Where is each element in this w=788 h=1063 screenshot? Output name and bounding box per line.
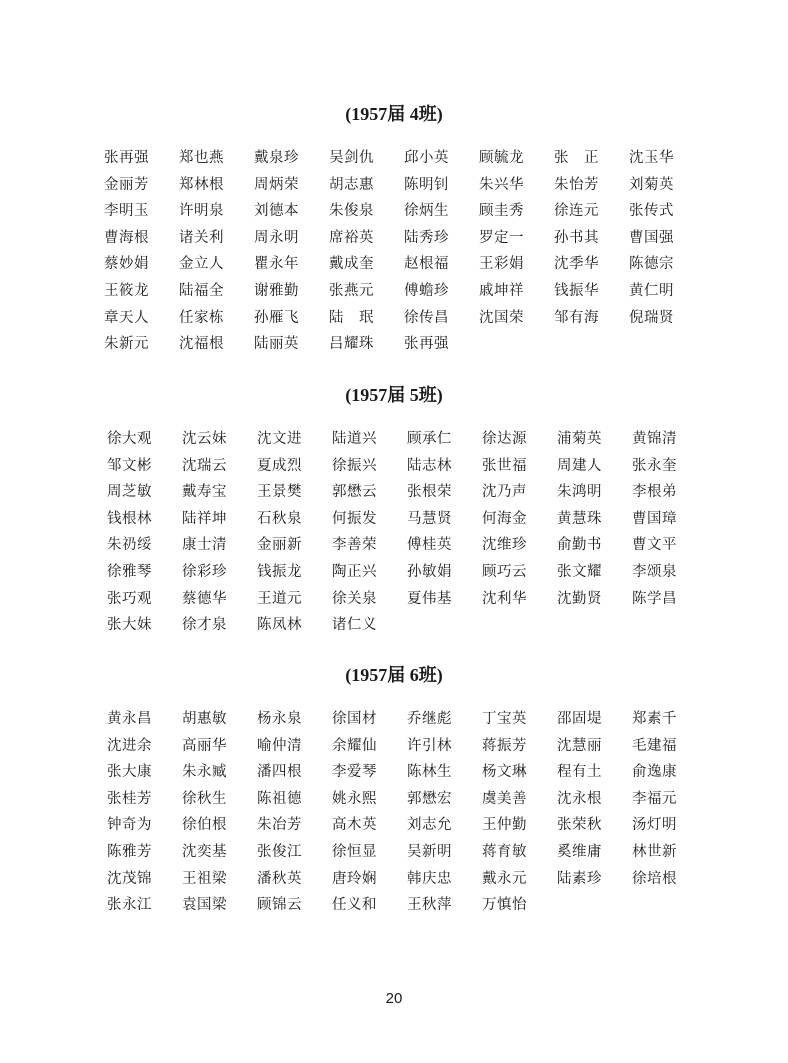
student-name: 林世新 [632, 843, 677, 860]
student-name: 曹国璋 [632, 510, 677, 527]
student-name: 孙敏娟 [407, 563, 452, 580]
student-name: 徐国材 [332, 711, 377, 727]
student-name: 金丽芳 [104, 176, 149, 193]
student-name: 蔡德华 [182, 590, 227, 607]
student-name: 陈雅芳 [107, 843, 152, 860]
student-name: 朱永臧 [182, 764, 227, 781]
student-name: 毛建福 [632, 737, 677, 754]
student-name: 钱振华 [554, 282, 599, 299]
student-name: 潘四根 [257, 764, 302, 781]
name-row [104, 198, 704, 225]
student-name: 沈勤贤 [557, 590, 602, 607]
student-name: 陈林生 [407, 764, 452, 781]
student-name: 虞美善 [482, 790, 527, 807]
student-name: 郭懋云 [332, 484, 377, 501]
student-name: 陈祖德 [257, 790, 302, 807]
student-name: 黄慧珠 [557, 510, 602, 527]
name-row [104, 145, 704, 172]
student-name: 刘菊英 [629, 176, 674, 193]
student-name: 章天人 [104, 309, 149, 326]
student-name: 刘志允 [407, 817, 452, 834]
student-name: 袁国梁 [182, 897, 227, 914]
student-name: 韩庆忠 [407, 870, 452, 887]
student-name: 瞿永年 [254, 256, 299, 273]
student-name: 徐伯根 [182, 817, 227, 834]
student-name: 郑林根 [179, 176, 224, 193]
name-row [107, 612, 707, 639]
student-name: 张俊江 [257, 843, 302, 860]
student-name: 张世福 [482, 457, 527, 474]
student-name: 谢雅勤 [254, 282, 299, 299]
name-row [107, 506, 707, 533]
student-name: 王彩娟 [479, 256, 524, 273]
name-row [104, 172, 704, 199]
student-name: 许引林 [407, 737, 452, 754]
student-name: 孙雁飞 [254, 309, 299, 326]
student-name: 陈明钊 [404, 176, 449, 193]
student-name: 徐恒显 [332, 843, 377, 860]
student-name: 徐关泉 [332, 590, 377, 607]
student-name: 浦菊英 [557, 431, 602, 447]
student-name: 张 正 [554, 150, 599, 166]
student-name: 李爱琴 [332, 764, 377, 781]
name-row [104, 305, 704, 332]
student-name: 沈慧丽 [557, 737, 602, 754]
student-name: 张桂芳 [107, 790, 152, 807]
student-name: 钱振龙 [257, 563, 302, 580]
student-name: 陆丽英 [254, 336, 299, 353]
student-name: 任家栋 [179, 309, 224, 326]
student-name: 戴寿宝 [182, 484, 227, 501]
student-name: 沈玉华 [629, 150, 674, 166]
student-name: 沈福根 [179, 336, 224, 353]
student-name: 沈季华 [554, 256, 599, 273]
student-name: 徐达源 [482, 431, 527, 447]
student-name: 张巧观 [107, 590, 152, 607]
student-name: 徐振兴 [332, 457, 377, 474]
student-name: 周永明 [254, 229, 299, 246]
name-row [107, 892, 707, 919]
student-name: 万慎怡 [482, 897, 527, 914]
student-name: 沈瑞云 [182, 457, 227, 474]
student-name: 沈利华 [482, 590, 527, 607]
student-name: 张燕元 [329, 282, 374, 299]
student-name: 李福元 [632, 790, 677, 807]
student-name: 余耀仙 [332, 737, 377, 754]
section-heading: (1957届 4班) [345, 104, 443, 124]
student-name: 朱兴华 [479, 176, 524, 193]
student-name: 黄仁明 [629, 282, 674, 299]
student-name: 沈国荣 [479, 309, 524, 326]
student-name: 奚维庸 [557, 843, 602, 860]
student-name: 钟奇为 [107, 817, 152, 834]
student-name: 徐彩珍 [182, 563, 227, 580]
student-name: 潘秋英 [257, 870, 302, 887]
student-name: 倪瑞贤 [629, 309, 674, 326]
name-row [107, 586, 707, 613]
student-name: 金丽新 [257, 537, 302, 554]
student-name: 金立人 [179, 256, 224, 273]
student-name: 康士清 [182, 537, 227, 554]
student-name: 陈凤林 [257, 617, 302, 634]
student-name: 李善荣 [332, 537, 377, 554]
student-name: 沈文进 [257, 431, 302, 447]
student-name: 顾锦云 [257, 897, 302, 914]
student-name: 黄锦清 [632, 431, 677, 447]
student-name: 徐传昌 [404, 309, 449, 326]
student-name: 杨永泉 [257, 711, 302, 727]
section-heading: (1957届 6班) [345, 665, 443, 685]
student-name: 周芝敏 [107, 484, 152, 501]
student-name: 王仲勤 [482, 817, 527, 834]
student-name: 周建人 [557, 457, 602, 474]
student-name: 郑素千 [632, 711, 677, 727]
student-name: 傅蟾珍 [404, 282, 449, 299]
name-row [104, 251, 704, 278]
student-name: 李明玉 [104, 203, 149, 220]
student-name: 徐大观 [107, 431, 152, 447]
student-name: 王祖梁 [182, 870, 227, 887]
student-name: 杨文琳 [482, 764, 527, 781]
student-name: 朱俊泉 [329, 203, 374, 220]
student-name: 陆道兴 [332, 431, 377, 447]
student-name: 吕耀珠 [329, 336, 374, 353]
student-name: 丁宝英 [482, 711, 527, 727]
student-name: 戴成奎 [329, 256, 374, 273]
student-name: 吴新明 [407, 843, 452, 860]
name-row [107, 866, 707, 893]
student-name: 张传式 [629, 203, 674, 220]
student-name: 张永江 [107, 897, 152, 914]
student-name: 陈德宗 [629, 256, 674, 273]
student-name: 陆祥坤 [182, 510, 227, 527]
student-name: 陆素珍 [557, 870, 602, 887]
student-name: 顾毓龙 [479, 150, 524, 166]
student-name: 曹海根 [104, 229, 149, 246]
name-row [107, 839, 707, 866]
student-name: 俞勤书 [557, 537, 602, 554]
student-name: 周炳荣 [254, 176, 299, 193]
student-name: 顾圭秀 [479, 203, 524, 220]
student-name: 顾承仁 [407, 431, 452, 447]
student-name: 许明泉 [179, 203, 224, 220]
student-name: 钱根林 [107, 510, 152, 527]
student-name: 张荣秋 [557, 817, 602, 834]
student-name: 邵固堤 [557, 711, 602, 727]
student-name: 喻仲清 [257, 737, 302, 754]
student-name: 朱鸿明 [557, 484, 602, 501]
student-name: 罗定一 [479, 229, 524, 246]
student-name: 张文耀 [557, 563, 602, 580]
student-name: 何振发 [332, 510, 377, 527]
name-row [107, 426, 707, 453]
name-row [104, 278, 704, 305]
student-name: 沈云妹 [182, 431, 227, 447]
student-name: 任义和 [332, 897, 377, 914]
student-name: 徐连元 [554, 203, 599, 220]
name-row [107, 479, 707, 506]
student-name: 顾巧云 [482, 563, 527, 580]
student-name: 夏成烈 [257, 457, 302, 474]
student-name: 王景樊 [257, 484, 302, 501]
student-name: 胡惠敏 [182, 711, 227, 727]
student-name: 邹文彬 [107, 457, 152, 474]
student-name: 李根弟 [632, 484, 677, 501]
name-row [104, 225, 704, 252]
name-row [107, 453, 707, 480]
student-name: 蔡妙娟 [104, 256, 149, 273]
name-list [104, 145, 704, 358]
student-name: 诸仁义 [332, 617, 377, 634]
student-name: 李颂泉 [632, 563, 677, 580]
name-row [104, 331, 704, 358]
student-name: 邱小英 [404, 150, 449, 166]
section-heading: (1957届 5班) [345, 385, 443, 405]
student-name: 曹国强 [629, 229, 674, 246]
student-name: 程有土 [557, 764, 602, 781]
name-row [107, 733, 707, 760]
student-name: 唐玲娴 [332, 870, 377, 887]
student-name: 曹文平 [632, 537, 677, 554]
student-name: 沈乃声 [482, 484, 527, 501]
student-name: 朱冶芳 [257, 817, 302, 834]
student-name: 朱新元 [104, 336, 149, 353]
student-name: 邹有海 [554, 309, 599, 326]
name-row [107, 559, 707, 586]
student-name: 张大康 [107, 764, 152, 781]
name-list [107, 426, 707, 639]
student-name: 沈奕基 [182, 843, 227, 860]
student-name: 俞逸康 [632, 764, 677, 781]
student-name: 陈学昌 [632, 590, 677, 607]
student-name: 陆 珉 [329, 309, 374, 326]
student-name: 姚永熙 [332, 790, 377, 807]
student-name: 石秋泉 [257, 510, 302, 527]
student-name: 陆福全 [179, 282, 224, 299]
student-name: 赵根福 [404, 256, 449, 273]
student-name: 蒋振芳 [482, 737, 527, 754]
student-name: 沈永根 [557, 790, 602, 807]
student-name: 夏伟基 [407, 590, 452, 607]
student-name: 徐炳生 [404, 203, 449, 220]
student-name: 沈茂锦 [107, 870, 152, 887]
student-name: 陆志林 [407, 457, 452, 474]
student-name: 黄永昌 [107, 711, 152, 727]
student-name: 朱礽绥 [107, 537, 152, 554]
name-list [107, 706, 707, 919]
name-row [107, 759, 707, 786]
name-row [107, 786, 707, 813]
student-name: 张根荣 [407, 484, 452, 501]
student-name: 高丽华 [182, 737, 227, 754]
student-name: 何海金 [482, 510, 527, 527]
student-name: 王道元 [257, 590, 302, 607]
student-name: 徐雅琴 [107, 563, 152, 580]
student-name: 刘德本 [254, 203, 299, 220]
student-name: 席裕英 [329, 229, 374, 246]
student-name: 徐才泉 [182, 617, 227, 634]
student-name: 马慧贤 [407, 510, 452, 527]
page-number: 20 [385, 990, 403, 1007]
student-name: 徐秋生 [182, 790, 227, 807]
student-name: 张再强 [104, 150, 149, 166]
student-name: 孙书其 [554, 229, 599, 246]
student-name: 郑也燕 [179, 150, 224, 166]
student-name: 高木英 [332, 817, 377, 834]
name-row [107, 812, 707, 839]
student-name: 王秋萍 [407, 897, 452, 914]
student-name: 陶正兴 [332, 563, 377, 580]
name-row [107, 532, 707, 559]
student-name: 郭懋宏 [407, 790, 452, 807]
student-name: 陆秀珍 [404, 229, 449, 246]
student-name: 王筱龙 [104, 282, 149, 299]
name-row [107, 706, 707, 733]
student-name: 诸关利 [179, 229, 224, 246]
student-name: 沈维珍 [482, 537, 527, 554]
student-name: 沈进余 [107, 737, 152, 754]
student-name: 戴泉珍 [254, 150, 299, 166]
student-name: 张大妹 [107, 617, 152, 634]
student-name: 张永奎 [632, 457, 677, 474]
student-name: 乔继彪 [407, 711, 452, 727]
student-name: 汤灯明 [632, 817, 677, 834]
student-name: 胡志惠 [329, 176, 374, 193]
student-name: 戚坤祥 [479, 282, 524, 299]
student-name: 蒋育敏 [482, 843, 527, 860]
student-name: 傅桂英 [407, 537, 452, 554]
student-name: 戴永元 [482, 870, 527, 887]
student-name: 徐培根 [632, 870, 677, 887]
student-name: 张再强 [404, 336, 449, 353]
student-name: 朱怡芳 [554, 176, 599, 193]
student-name: 吴剑仇 [329, 150, 374, 166]
